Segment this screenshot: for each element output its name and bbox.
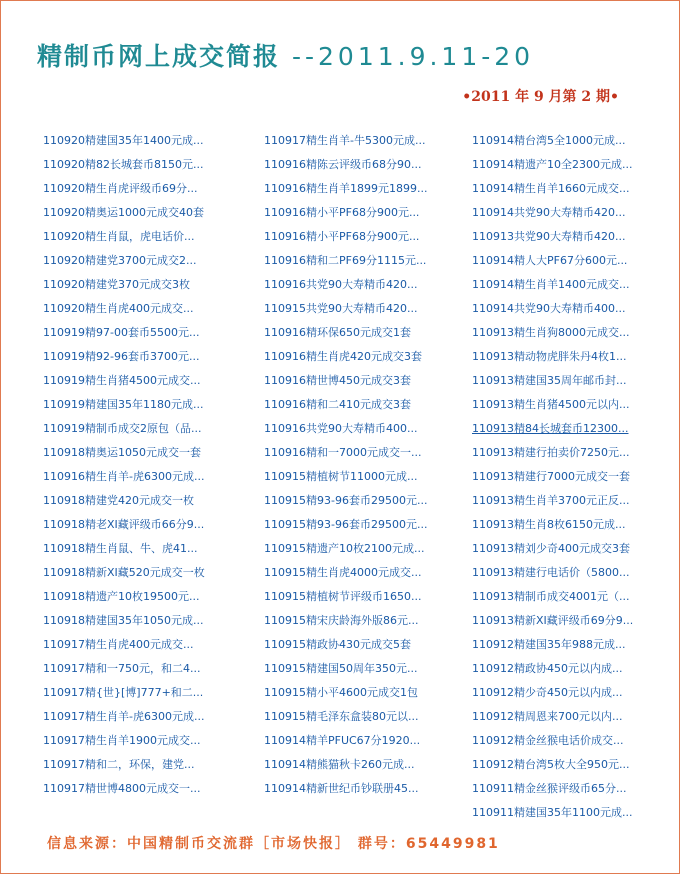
news-link[interactable]: 110920精建国35年1400元成...: [43, 134, 204, 147]
news-link[interactable]: 110915精93-96套币29500元...: [264, 518, 428, 531]
news-link[interactable]: 110914精遗产10全2300元成...: [472, 158, 633, 171]
news-link[interactable]: 110918精新XI藏520元成交一枚: [43, 566, 205, 579]
news-link[interactable]: 110916精小平PF68分900元...: [264, 230, 420, 243]
issue-subtitle: •2011 年 9 月第 2 期•: [462, 89, 619, 105]
news-link[interactable]: 110915精宋庆龄海外版86元...: [264, 614, 419, 627]
news-link[interactable]: 110917精生肖羊1900元成交...: [43, 734, 201, 747]
news-link[interactable]: 110913精建行拍卖价7250元...: [472, 446, 630, 459]
news-link[interactable]: 110920精建党370元成交3枚: [43, 278, 190, 291]
news-link[interactable]: 110912精金丝猴电话价成交...: [472, 734, 624, 747]
news-link[interactable]: 110913精动物虎胖朱丹4枚1...: [472, 350, 627, 363]
news-link[interactable]: 110917精世博4800元成交一...: [43, 782, 201, 795]
news-link[interactable]: 110914精台湾5全1000元成...: [472, 134, 626, 147]
news-link[interactable]: 110914精羊PFUC67分1920...: [264, 734, 421, 747]
news-link[interactable]: 110917精生肖羊-虎6300元成...: [43, 710, 205, 723]
news-link[interactable]: 110916精环保650元成交1套: [264, 326, 411, 339]
news-link[interactable]: 110913精生肖8枚6150元成...: [472, 518, 626, 531]
news-link[interactable]: 110911精建国35年1100元成...: [472, 806, 633, 819]
news-link[interactable]: 110913精新XI藏评级币69分9...: [472, 614, 634, 627]
source-footer: 信息来源：中国精制币交流群［市场快报］ 群号：65449981: [47, 836, 500, 852]
news-link[interactable]: 110919精建国35年1180元成...: [43, 398, 204, 411]
news-link[interactable]: 110915精建国50周年350元...: [264, 662, 418, 675]
news-link[interactable]: 110912精周恩来700元以内...: [472, 710, 623, 723]
title-text: 精制币网上成交简报: [37, 42, 281, 71]
news-link[interactable]: 110918精建国35年1050元成...: [43, 614, 204, 627]
news-link[interactable]: 110913精生肖狗8000元成交...: [472, 326, 630, 339]
news-link[interactable]: 110916精生肖羊-虎6300元成...: [43, 470, 205, 483]
news-link[interactable]: 110920精生肖虎400元成交...: [43, 302, 194, 315]
news-link[interactable]: 110912精建国35年988元成...: [472, 638, 626, 651]
news-link[interactable]: 110916精陈云评级币68分90...: [264, 158, 422, 171]
news-link[interactable]: 110915精小平4600元成交1包: [264, 686, 418, 699]
news-link[interactable]: 110911精金丝猴评级币65分...: [472, 782, 627, 795]
news-column-1: [43, 129, 243, 801]
news-link[interactable]: 110915精生肖虎4000元成交...: [264, 566, 422, 579]
news-link[interactable]: 110919精制币成交2原包（品...: [43, 422, 202, 435]
news-link[interactable]: 110915精政协430元成交5套: [264, 638, 411, 651]
news-link[interactable]: 110920精建党3700元成交2...: [43, 254, 197, 267]
news-link[interactable]: 110915精毛泽东盒装80元以...: [264, 710, 419, 723]
news-link[interactable]: 110918精奥运1050元成交一套: [43, 446, 201, 459]
news-column-2: [264, 129, 464, 801]
news-link[interactable]: 110915精植树节评级币1650...: [264, 590, 422, 603]
news-link[interactable]: 110913精84长城套币12300...: [472, 422, 629, 435]
news-link[interactable]: 110916精世博450元成交3套: [264, 374, 411, 387]
news-link[interactable]: 110913精刘少奇400元成交3套: [472, 542, 630, 555]
news-link[interactable]: 110916精生肖羊1899元1899...: [264, 182, 428, 195]
news-link[interactable]: 110916精生肖虎420元成交3套: [264, 350, 422, 363]
news-link[interactable]: 110919精92-96套币3700元...: [43, 350, 200, 363]
news-link[interactable]: 110917精{世}[博]777+和二...: [43, 686, 204, 699]
news-link[interactable]: 110914精生肖羊1660元成交...: [472, 182, 630, 195]
news-link[interactable]: 110920精生肖鼠，虎电话价...: [43, 230, 195, 243]
news-link[interactable]: 110914精熊猫秋卡260元成...: [264, 758, 415, 771]
news-link[interactable]: 110913精建行电话价（5800...: [472, 566, 630, 579]
news-link[interactable]: 110915精植树节11000元成...: [264, 470, 418, 483]
news-link[interactable]: 110919精生肖猪4500元成交...: [43, 374, 201, 387]
news-link[interactable]: 110917精和一750元，和二4...: [43, 662, 201, 675]
news-link[interactable]: 110913精制币成交4001元（...: [472, 590, 630, 603]
news-link[interactable]: 110918精建党420元成交一枚: [43, 494, 194, 507]
news-link[interactable]: 110913精生肖猪4500元以内...: [472, 398, 630, 411]
news-link[interactable]: 110916精小平PF68分900元...: [264, 206, 420, 219]
news-link[interactable]: 110914共党90大寿精币400...: [472, 302, 626, 315]
news-link[interactable]: 110916精和一7000元成交一...: [264, 446, 422, 459]
news-link[interactable]: 110919精97-00套币5500元...: [43, 326, 200, 339]
news-link[interactable]: 110915精93-96套币29500元...: [264, 494, 428, 507]
news-link[interactable]: 110920精82长城套币8150元...: [43, 158, 204, 171]
news-link[interactable]: 110916共党90大寿精币400...: [264, 422, 418, 435]
news-link[interactable]: 110914精新世纪币钞联册45...: [264, 782, 419, 795]
news-link[interactable]: 110915共党90大寿精币420...: [264, 302, 418, 315]
page-title: [37, 37, 657, 73]
news-link[interactable]: 110917精生肖虎400元成交...: [43, 638, 194, 651]
news-link[interactable]: 110916共党90大寿精币420...: [264, 278, 418, 291]
news-link[interactable]: 110914精生肖羊1400元成交...: [472, 278, 630, 291]
news-link[interactable]: 110915精遗产10枚2100元成...: [264, 542, 425, 555]
news-link[interactable]: 110920精奥运1000元成交40套: [43, 206, 204, 219]
news-column-3: [472, 129, 672, 825]
news-link[interactable]: 110916精和二PF69分1115元...: [264, 254, 427, 267]
news-link[interactable]: 110917精和二，环保，建党...: [43, 758, 195, 771]
news-link[interactable]: 110913精建国35周年邮币封...: [472, 374, 627, 387]
news-link[interactable]: 110913共党90大寿精币420...: [472, 230, 626, 243]
news-link[interactable]: 110914共党90大寿精币420...: [472, 206, 626, 219]
news-link[interactable]: 110912精台湾5枚大全950元...: [472, 758, 630, 771]
news-link[interactable]: 110914精人大PF67分600元...: [472, 254, 628, 267]
news-link[interactable]: 110912精少奇450元以内成...: [472, 686, 623, 699]
news-link[interactable]: 110912精政协450元以内成...: [472, 662, 623, 675]
news-link[interactable]: 110917精生肖羊-牛5300元成...: [264, 134, 426, 147]
news-link[interactable]: 110918精遗产10枚19500元...: [43, 590, 200, 603]
title-date-range: --2011.9.11-20: [280, 42, 535, 71]
news-link[interactable]: 110920精生肖虎评级币69分...: [43, 182, 198, 195]
news-link[interactable]: 110913精建行7000元成交一套: [472, 470, 630, 483]
news-link[interactable]: 110916精和二410元成交3套: [264, 398, 411, 411]
news-link[interactable]: 110918精生肖鼠、牛、虎41...: [43, 542, 198, 555]
news-link[interactable]: 110918精老XI藏评级币66分9...: [43, 518, 205, 531]
news-link[interactable]: 110913精生肖羊3700元正反...: [472, 494, 630, 507]
